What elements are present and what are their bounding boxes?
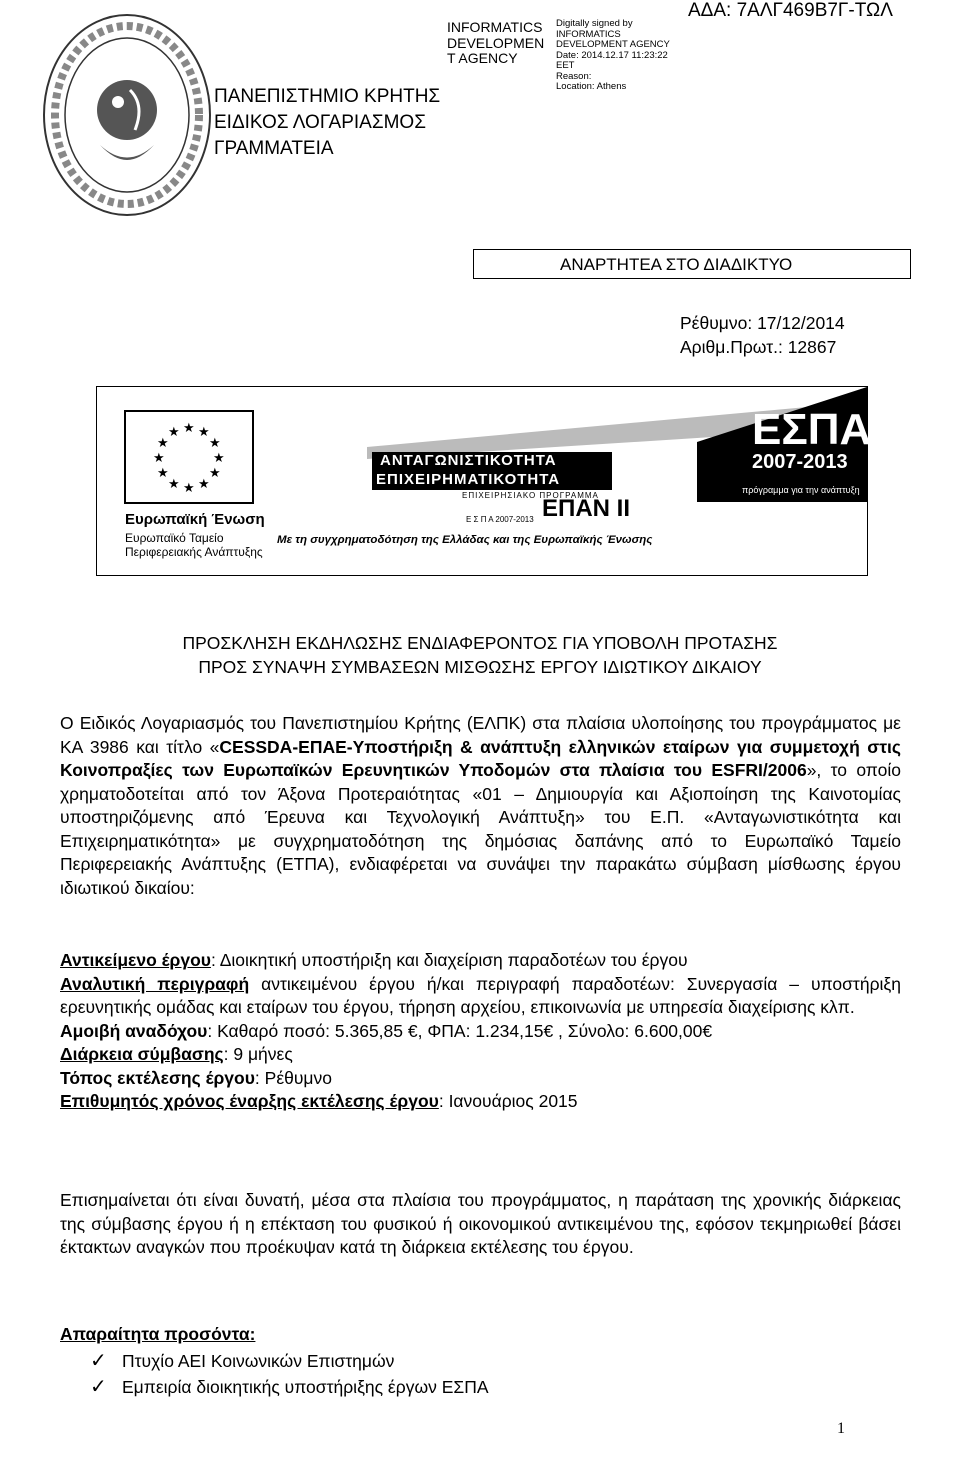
university-line: ΠΑΝΕΠΙΣΤΗΜΙΟ ΚΡΗΤΗΣ <box>214 86 441 107</box>
checkmark-icon: ✓ <box>90 1350 107 1372</box>
eu-fund-line: Ευρωπαϊκό Ταμείο <box>125 531 224 545</box>
document-date: Ρέθυμνο: 17/12/2014 <box>680 313 845 333</box>
espa-logo: ΕΣΠΑ <box>752 405 872 454</box>
list-item <box>90 1348 489 1374</box>
signature-detail-line: Location: Athens <box>556 81 627 92</box>
svg-text:★: ★ <box>168 425 180 440</box>
epan-logo: ΕΠΑΝ II <box>542 495 631 522</box>
program-title-line2: ΕΠΙΧΕΙΡΗΜΑΤΙΚΟΤΗΤΑ <box>376 471 561 488</box>
svg-text:★: ★ <box>198 477 210 492</box>
project-place-value: : Ρέθυμνο <box>254 1067 332 1088</box>
protocol-number: Αριθμ.Πρωτ.: 12867 <box>680 337 837 357</box>
funding-banner <box>96 386 872 576</box>
requirements-title <box>60 1324 255 1345</box>
call-title-line2: ΠΡΟΣ ΣΥΝΑΨΗ ΣΥΜΒΑΣΕΩΝ ΜΙΣΘΩΣΗΣ ΕΡΓΟΥ ΙΔΙΩΤΙΚΟΥ ΔΙΚΑΙΟΥ <box>198 657 762 677</box>
program-title: CESSDA-ΕΠΑΕ-Υποστήριξη & ανάπτυξη ελληνικών εταίρων για συμμετοχή στις Κοινοπραξίες των Ευρωπαϊκών Ερευνητικών Υποδομών στα πλαίσια του ESFRI/2006 <box>60 736 901 780</box>
ada-code: ΑΔΑ: 7ΑΛΓ469Β7Γ-ΤΩΛ <box>688 0 893 21</box>
project-start-value: : Ιανουάριος 2015 <box>438 1091 578 1111</box>
signature-name-line: T AGENCY <box>447 50 518 66</box>
signature-detail-line: Reason: <box>556 70 592 82</box>
project-place-label: Τόπος εκτέλεσης έργου <box>60 1067 255 1088</box>
university-seal-logo <box>40 10 215 220</box>
university-line: ΓΡΑΜΜΑΤΕΙΑ <box>214 138 334 159</box>
espa-slogan: πρόγραμμα για την ανάπτυξη <box>742 485 860 495</box>
intro-paragraph <box>60 712 901 900</box>
intro-text-2: », το οποίο χρηματοδοτείται από τον Άξονα Προτεραιότητας «01 – Δημιουργία και Αξιοποίηση της Καινοτομίας υποστηριζόμενης από Έρευνα και Τεχνολογική Ανάπτυξη» του Ε.Π. «Ανταγωνιστικότητα και Επιχειρηματικότητα» με συγχρηματοδότηση της δημόσιας δαπάνης από το Ευρωπαϊκό Ταμείο Περιφερειακής Ανάπτυξης (ΕΤΠΑ), ενδιαφέρεται να συνάψει την παρακάτω σύμβαση μίσθωσης έργου ιδιωτικού δικαίου: <box>60 760 901 898</box>
svg-text:★: ★ <box>183 481 195 496</box>
project-object <box>60 949 901 973</box>
project-duration-label: Διάρκεια σύμβασης <box>60 1044 224 1064</box>
project-object-label: Αντικείμενο έργου <box>60 950 211 970</box>
program-subtitle: ΕΠΙΧΕΙΡΗΣΙΑΚΟ ΠΡΟΓΡΑΜΜΑ <box>462 491 599 500</box>
signature-detail-line: Digitally signed by <box>556 18 633 29</box>
signature-detail-line: Date: 2014.12.17 11:23:22 <box>556 49 668 61</box>
eu-fund-line: Περιφερειακής Ανάπτυξης <box>125 545 263 559</box>
project-duration <box>60 1043 901 1067</box>
requirements-list <box>90 1348 489 1400</box>
requirement-text: Εμπειρία διοικητικής υποστήριξης έργων ΕΣΠΑ <box>122 1377 489 1397</box>
extension-paragraph: Επισημαίνεται ότι είναι δυνατή, μέσα στα πλαίσια του προγράμματος, η παράταση της χρονικής διάρκειας της σύμβασης έργου ή η επέκταση του φυσικού ή οικονομικού αντικειμένου της, εφόσον τεκμηριωθεί βάσει έκτακτων αναγκών που προέκυψαν κατά τη διάρκεια εκτέλεσης του έργου. <box>60 1190 901 1257</box>
project-details <box>60 949 901 1114</box>
project-fee-label: Αμοιβή αναδόχου <box>60 1020 208 1041</box>
digital-signature-name <box>447 20 544 67</box>
project-description-value: αντικειμένου έργου ή/και περιγραφή παραδοτέων: Συνεργασία – υποστήριξη ερευνητικής ομάδας και εταίρων του έργου, τήρηση αρχείου, επικοινωνία με υπηρεσία διαχείρισης κλπ. <box>60 973 901 1017</box>
svg-text:★: ★ <box>209 436 221 451</box>
requirement-text: Πτυχίο ΑΕΙ Κοινωνικών Επιστημών <box>122 1351 395 1371</box>
signature-name-line: INFORMATICS <box>447 19 543 35</box>
project-start-label: Επιθυμητός χρόνος έναρξης εκτέλεσης έργου <box>60 1091 439 1111</box>
university-name <box>214 84 440 162</box>
project-description <box>60 973 901 1020</box>
digital-signature-details <box>556 19 670 93</box>
signature-detail-line: EET <box>556 60 575 71</box>
project-start <box>60 1090 901 1114</box>
list-item <box>90 1374 489 1400</box>
project-description-label: Αναλυτική περιγραφή <box>60 973 250 994</box>
eu-fund <box>125 531 263 559</box>
svg-text:★: ★ <box>213 451 225 466</box>
svg-text:★: ★ <box>168 477 180 492</box>
publish-online-box: ΑΝΑΡΤΗΤΕΑ ΣΤΟ ΔΙΑΔΙΚΤΥΟ <box>473 249 911 279</box>
signature-name-line: DEVELOPMEN <box>447 34 545 51</box>
project-fee <box>60 1020 901 1044</box>
svg-text:★: ★ <box>209 466 221 481</box>
espa-small-label: Ε Σ Π Α 2007-2013 <box>466 515 534 524</box>
svg-text:★: ★ <box>157 436 169 451</box>
project-place <box>60 1067 901 1091</box>
university-line: ΕΙΔΙΚΟΣ ΛΟΓΑΡΙΑΣΜΟΣ <box>214 112 426 133</box>
espa-years: 2007-2013 <box>752 451 848 473</box>
page-number: 1 <box>837 1420 845 1437</box>
signature-detail-line: DEVELOPMENT AGENCY <box>556 39 670 50</box>
svg-text:★: ★ <box>183 421 195 436</box>
call-title-line1: ΠΡΟΣΚΛΗΣΗ ΕΚΔΗΛΩΣΗΣ ΕΝΔΙΑΦΕΡΟΝΤΟΣ ΓΙΑ ΥΠΟΒΟΛΗ ΠΡΟΤΑΣΗΣ <box>182 633 778 653</box>
svg-text:★: ★ <box>198 425 210 440</box>
requirements-title-text: Απαραίτητα προσόντα: <box>60 1324 256 1344</box>
cofinancing-text: Με τη συγχρηματοδότηση της Ελλάδας και της Ευρωπαϊκής Ένωσης <box>277 534 653 546</box>
checkmark-icon: ✓ <box>90 1376 107 1398</box>
signature-detail-line: INFORMATICS <box>556 28 621 40</box>
intro-text-1: Ο Ειδικός Λογαριασμός του Πανεπιστημίου Κρήτης (ΕΛΠΚ) στα πλαίσια υλοποίησης του προγράμματος με ΚΑ 3986 και τίτλο « <box>60 713 901 757</box>
project-fee-value: : Καθαρό ποσό: 5.365,85 €, ΦΠΑ: 1.234,15€ , Σύνολο: 6.600,00€ <box>207 1020 713 1041</box>
program-title-line1: ΑΝΤΑΓΩΝΙΣΤΙΚΟΤΗΤΑ <box>380 452 557 469</box>
eu-name: Ευρωπαϊκή Ένωση <box>125 511 265 528</box>
svg-text:★: ★ <box>157 466 169 481</box>
project-object-value: : Διοικητική υποστήριξη και διαχείριση παραδοτέων του έργου <box>210 950 688 970</box>
svg-text:★: ★ <box>153 451 165 466</box>
project-duration-value: : 9 μήνες <box>223 1044 293 1064</box>
